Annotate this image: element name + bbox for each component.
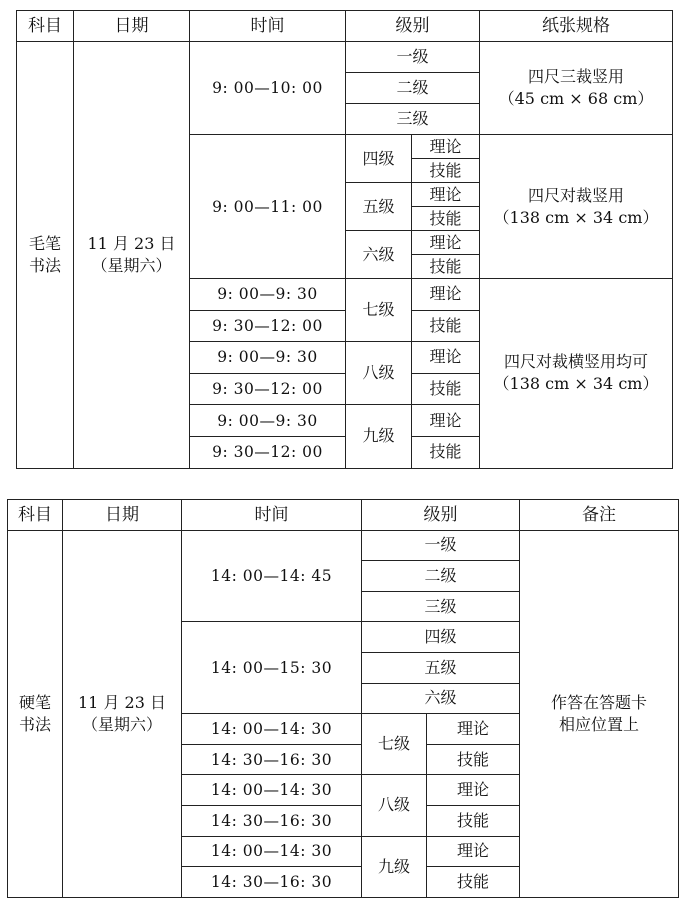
subject-line: 硬笔 [18,692,51,712]
subtype-cell: 理论 [412,405,480,437]
paper-spec-line: （45 cm × 68 cm） [498,89,654,108]
level-cell: 九级 [362,836,427,897]
level-cell: 七级 [362,714,427,775]
paper-spec-line: 四尺对裁横竖用均可 [503,352,648,372]
level-cell: 一级 [362,530,520,561]
level-cell: 三级 [346,104,480,135]
time-cell: 9: 00—10: 00 [190,42,346,135]
subtype-cell: 技能 [427,867,520,898]
subtype-cell: 理论 [412,183,480,207]
level-cell: 九级 [346,405,412,468]
subtype-cell: 技能 [427,744,520,775]
subtype-cell: 理论 [412,279,480,311]
date-cell [63,530,182,897]
time-cell: 14: 00—15: 30 [182,622,362,714]
level-cell: 八级 [346,342,412,405]
subject-cell [17,42,74,469]
level-cell: 四级 [362,622,520,653]
level-cell: 三级 [362,591,520,622]
subtype-cell: 技能 [412,436,480,468]
date-cell [74,42,190,469]
subject-line: 毛笔 [28,233,61,253]
brush-calligraphy-schedule-table [16,10,673,469]
time-cell: 14: 00—14: 45 [182,530,362,622]
subtype-cell: 技能 [412,310,480,342]
header-level: 级别 [346,11,480,42]
level-cell: 六级 [362,683,520,714]
level-cell: 五级 [362,652,520,683]
subject-line: 书法 [18,714,51,734]
time-cell: 14: 30—16: 30 [182,744,362,775]
subject-cell [8,530,63,897]
date-line: （星期六） [81,714,162,734]
subtype-cell: 技能 [412,159,480,183]
paper-spec-cell [480,42,673,135]
header-date: 日期 [74,11,190,42]
paper-spec-line: 四尺对裁竖用 [527,185,624,205]
header-time: 时间 [190,11,346,42]
level-cell: 四级 [346,135,412,183]
time-cell: 14: 00—14: 30 [182,714,362,745]
header-subject: 科目 [17,11,74,42]
level-cell: 二级 [346,73,480,104]
time-cell: 9: 00—9: 30 [190,279,346,311]
time-cell: 14: 30—16: 30 [182,805,362,836]
time-cell: 14: 00—14: 30 [182,775,362,806]
paper-spec-line: （138 cm × 34 cm） [493,374,659,394]
note-line: 作答在答题卡 [550,692,647,712]
time-cell: 9: 00—11: 00 [190,135,346,279]
pen-calligraphy-schedule-table [7,499,679,898]
header-date: 日期 [63,500,182,531]
subtype-cell: 技能 [412,207,480,231]
level-cell: 八级 [362,775,427,836]
table-row [8,530,679,561]
table-row [17,42,673,73]
subject-line: 书法 [28,255,61,275]
header-paper-spec: 纸张规格 [480,11,673,42]
level-cell: 六级 [346,231,412,279]
time-cell: 14: 00—14: 30 [182,836,362,867]
level-cell: 七级 [346,279,412,342]
header-level: 级别 [362,500,520,531]
paper-spec-cell [480,135,673,279]
subtype-cell: 理论 [427,714,520,745]
header-time: 时间 [182,500,362,531]
paper-spec-line: （138 cm × 34 cm） [493,207,659,227]
table-header-row [8,500,679,531]
table-header-row [17,11,673,42]
time-cell: 9: 30—12: 00 [190,436,346,468]
subtype-cell: 理论 [412,135,480,159]
subtype-cell: 理论 [412,231,480,255]
header-subject: 科目 [8,500,63,531]
subtype-cell: 理论 [427,775,520,806]
time-cell: 9: 30—12: 00 [190,373,346,405]
date-line: 11 月 23 日 [78,692,166,712]
time-cell: 9: 00—9: 30 [190,405,346,437]
paper-spec-line: 四尺三裁竖用 [527,67,624,86]
subtype-cell: 技能 [412,373,480,405]
time-cell: 9: 00—9: 30 [190,342,346,374]
subtype-cell: 理论 [427,836,520,867]
time-cell: 14: 30—16: 30 [182,867,362,898]
paper-spec-cell [480,279,673,469]
note-cell [520,530,679,897]
subtype-cell: 技能 [412,255,480,279]
time-cell: 9: 30—12: 00 [190,310,346,342]
note-line: 相应位置上 [558,714,639,734]
date-line: （星期六） [91,255,172,275]
header-note: 备注 [520,500,679,531]
date-line: 11 月 23 日 [87,233,176,253]
level-cell: 二级 [362,561,520,592]
subtype-cell: 理论 [412,342,480,374]
subtype-cell: 技能 [427,805,520,836]
level-cell: 一级 [346,42,480,73]
level-cell: 五级 [346,183,412,231]
